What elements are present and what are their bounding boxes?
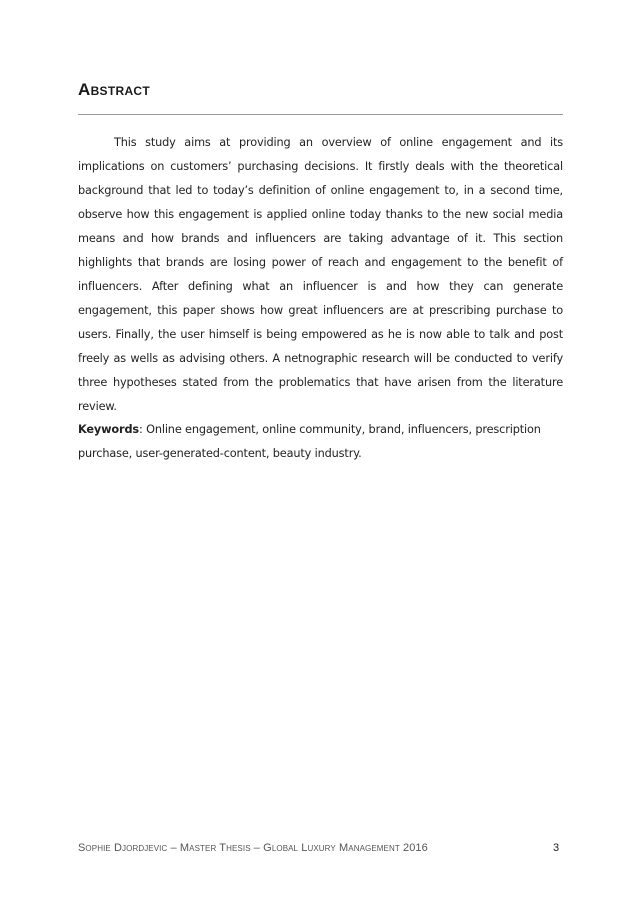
keywords-separator: :	[138, 423, 147, 436]
abstract-heading: Abstract	[78, 80, 151, 99]
heading-divider	[78, 114, 563, 115]
abstract-paragraph: This study aims at providing an overview of online engagement and its implications on customers’ purchasing decisions. It firstly deals with the theoretical background that led to today’s definition of online engagement to, in a second time, observe how this engagement is applied online today thanks to the new social media means and how brands and influencers are taking advantage of it. This section highlights that brands are losing power of reach and engagement to the benefit of influencers. After defining what an influencer is and how they can generate engagement, this paper shows how great influencers are at prescribing purchase to users. Finally, the user himself is being empowered as he is now able to talk and post freely as wells as advising others. A netnographic research will be conducted to verify three hypotheses stated from the problematics that have arisen from the literature review.	[78, 136, 563, 413]
page-footer: Sophie Djordjevic – Master Thesis – Global Luxury Management 2016	[78, 842, 428, 854]
keywords-paragraph	[78, 418, 548, 466]
keywords-text: Online engagement, online community, brand, influencers, prescription purchase, user-generated-content, beauty industry.	[78, 423, 541, 460]
keywords-label: Keywords	[78, 423, 139, 436]
page-number: 3	[553, 842, 560, 854]
